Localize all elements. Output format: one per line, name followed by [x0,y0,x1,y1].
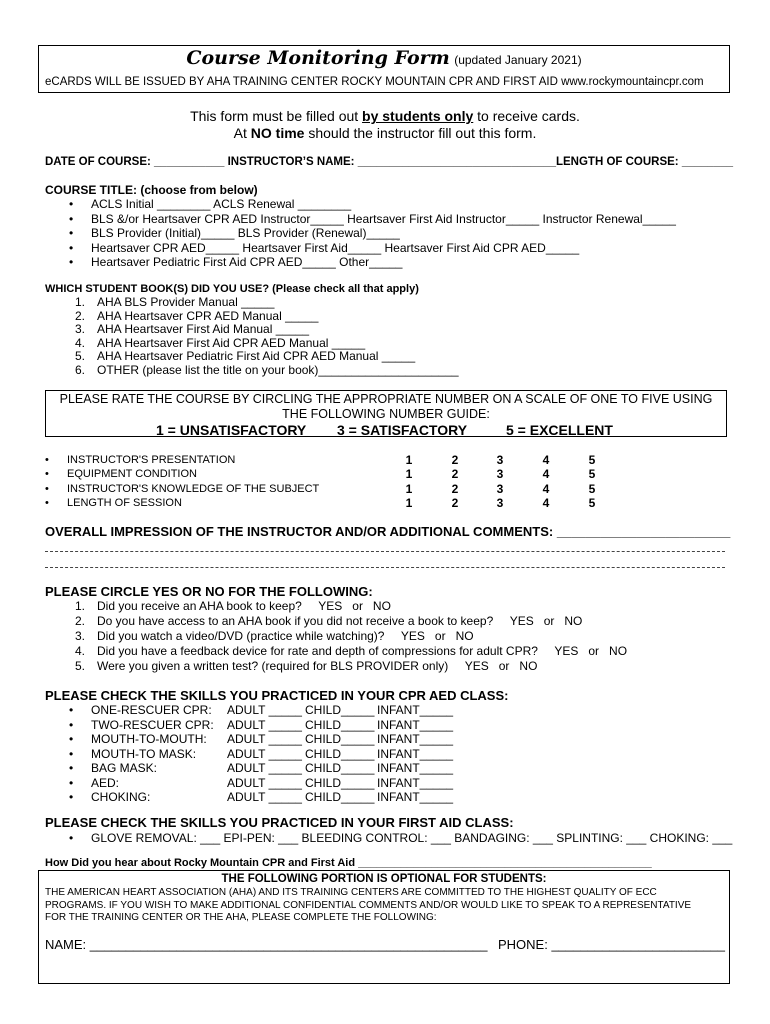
rating-number[interactable]: 1 [405,467,413,482]
rating-number[interactable]: 3 [496,495,504,510]
rating-number[interactable]: 2 [451,495,459,510]
rating-number[interactable]: 1 [405,481,413,496]
infant-checkbox[interactable]: INFANT_____ [377,732,454,746]
infant-checkbox[interactable]: INFANT_____ [377,790,454,804]
course-option[interactable]: • BLS Provider (Initial)_____ BLS Provider (Renewal)_____ [91,226,676,241]
yes-no-question[interactable]: 4. Did you have a feedback device for rate and depth of compressions for adult CPR? YES or NO [75,644,628,658]
optional-text-line: FOR THE TRAINING CENTER OR THE AHA, PLEASE COMPLETE THE FOLLOWING: [45,912,437,923]
form-title-text: Course Monitoring Form [186,47,450,69]
rating-items [67,453,319,510]
notice-line-2 [0,125,770,141]
phone-field[interactable]: PHONE: ________________________ [498,937,725,952]
bullet: • [69,717,74,732]
how-did-you-hear-line[interactable]: How Did you hear about Rocky Mountain CPR and First Aid ________________________________________________ [45,857,652,869]
book-option[interactable]: 6. OTHER (please list the title on your book)_____________________ [75,362,459,377]
child-checkbox[interactable]: CHILD_____ [305,790,375,804]
rating-number[interactable]: 2 [451,481,459,496]
rating-number[interactable]: 1 [405,453,413,467]
child-checkbox[interactable]: CHILD_____ [305,717,375,732]
infant-checkbox[interactable]: INFANT_____ [377,775,454,790]
first-aid-skills-heading: PLEASE CHECK THE SKILLS YOU PRACTICED IN YOUR FIRST AID CLASS: [45,815,514,830]
rating-number[interactable]: 4 [542,481,550,496]
notice-emphasis: by students only [362,108,474,124]
cpr-skills-heading: PLEASE CHECK THE SKILLS YOU PRACTICED IN YOUR CPR AED CLASS: [45,688,509,703]
bullet: • [69,746,74,761]
rating-number[interactable]: 5 [588,467,596,482]
child-checkbox[interactable]: CHILD_____ [305,761,375,775]
scale-satisfactory: 3 = SATISFACTORY [337,422,468,438]
first-aid-skills-options[interactable]: • GLOVE REMOVAL: ___ EPI-PEN: ___ BLEEDING CONTROL: ___ BANDAGING: ___ SPLINTING: ___ CHOKING: ___ [91,831,732,845]
bullet: • [69,703,74,717]
rating-number[interactable]: 4 [542,495,550,510]
cpr-skill-label: MOUTH-TO MASK: [91,746,197,761]
notice-emphasis: NO time [250,125,305,141]
adult-checkbox[interactable]: ADULT _____ [227,775,302,790]
rating-item: • INSTRUCTOR'S PRESENTATION [67,453,319,467]
child-checkbox[interactable]: CHILD_____ [305,775,375,790]
infant-checkbox[interactable]: INFANT_____ [377,746,454,761]
yes-no-heading: PLEASE CIRCLE YES OR NO FOR THE FOLLOWING: [45,584,373,599]
yes-no-questions [75,599,627,674]
notice-text: should the instructor fill out this form. [304,125,537,141]
rating-number[interactable]: 4 [542,453,550,467]
yes-no-question[interactable]: 5. Were you given a written test? (required for BLS PROVIDER only) YES or NO [75,659,538,673]
adult-checkbox[interactable]: ADULT _____ [227,746,302,761]
book-option[interactable]: 1. AHA BLS Provider Manual _____ [75,295,275,309]
rating-item: • INSTRUCTOR'S KNOWLEDGE OF THE SUBJECT [67,482,319,496]
bullet: • [69,761,74,775]
rating-number[interactable]: 3 [496,481,504,496]
header-box [38,45,730,93]
ecards-notice: eCARDS WILL BE ISSUED BY AHA TRAINING CENTER ROCKY MOUNTAIN CPR AND FIRST AID www.rockymountaincpr.com [45,76,704,88]
optional-text-line: THE AMERICAN HEART ASSOCIATION (AHA) AND ITS TRAINING CENTERS ARE COMMITTED TO THE HIGHEST QUALITY OF ECC [45,887,657,898]
child-checkbox[interactable]: CHILD_____ [305,746,375,761]
yes-no-question[interactable]: 1. Did you receive an AHA book to keep? YES or NO [75,599,391,613]
bullet: • [69,790,74,804]
child-checkbox[interactable]: CHILD_____ [305,732,375,746]
bullet: • [69,732,74,746]
cpr-skill-label: TWO-RESCUER CPR: [91,717,214,732]
course-option[interactable]: • ACLS Initial ________ ACLS Renewal ________ [91,197,676,212]
yes-no-question[interactable]: 3. Did you watch a video/DVD (practice while watching)? YES or NO [75,629,474,643]
books-list [75,296,459,377]
form-title [39,47,729,69]
rating-instruction-1: PLEASE RATE THE COURSE BY CIRCLING THE APPROPRIATE NUMBER ON A SCALE OF ONE TO FIVE USING [59,392,713,406]
rating-number[interactable]: 1 [405,495,413,510]
rating-item: • LENGTH OF SESSION [67,496,319,510]
first-aid-skills-list [91,831,732,845]
course-option[interactable]: • Heartsaver Pediatric First Aid CPR AED_____ Other_____ [91,255,676,270]
adult-checkbox[interactable]: ADULT _____ [227,732,302,746]
cpr-skill-label: ONE-RESCUER CPR: [91,703,212,717]
comment-line[interactable] [45,567,725,568]
rating-number[interactable]: 5 [588,481,596,496]
scale-excellent: 5 = EXCELLENT [506,422,613,438]
notice-text: to receive cards. [473,108,580,124]
notice-text: This form must be filled out [190,108,363,124]
rating-number[interactable]: 2 [451,467,459,482]
rating-number[interactable]: 5 [588,495,596,510]
course-option[interactable]: • BLS &/or Heartsaver CPR AED Instructor_____ Heartsaver First Aid Instructor_____ Instructor Renewal_____ [91,212,676,227]
rating-instruction-2: THE FOLLOWING NUMBER GUIDE: [282,407,490,421]
notice-line-1 [0,108,770,124]
adult-checkbox[interactable]: ADULT _____ [227,790,302,804]
optional-text-line: PROGRAMS. IF YOU WISH TO MAKE ADDITIONAL CONFIDENTIAL COMMENTS AND/OR WOULD LIKE TO SPEAK TO A REPRESENTATIVE [45,899,692,911]
comment-line[interactable] [45,551,725,552]
bullet: • [69,775,74,790]
rating-number[interactable]: 2 [451,453,459,467]
rating-item: • EQUIPMENT CONDITION [67,467,319,481]
adult-checkbox[interactable]: ADULT _____ [227,703,302,717]
cpr-skill-label: BAG MASK: [91,761,158,775]
rating-instructions-box [45,390,727,437]
book-option[interactable]: 4. AHA Heartsaver First Aid CPR AED Manual _____ [75,335,366,350]
child-checkbox[interactable]: CHILD_____ [305,703,375,717]
rating-number[interactable]: 5 [588,453,596,467]
date-instructor-length-line[interactable]: DATE OF COURSE: ___________ INSTRUCTOR’S NAME: _______________________________LENGTH OF COURSE: ________ [45,156,734,168]
yes-no-question[interactable]: 2. Do you have access to an AHA book if you did not receive a book to keep? YES or NO [75,614,583,628]
cpr-skill-label: MOUTH-TO-MOUTH: [91,732,207,746]
adult-checkbox[interactable]: ADULT _____ [227,761,302,775]
course-option[interactable]: • Heartsaver CPR AED_____ Heartsaver First Aid_____ Heartsaver First Aid CPR AED_____ [91,241,676,256]
overall-impression-heading[interactable]: OVERALL IMPRESSION OF THE INSTRUCTOR AND/OR ADDITIONAL COMMENTS: ________________________ [45,524,731,539]
name-field[interactable]: NAME: _______________________________________________________ [45,937,488,952]
book-option[interactable]: 2. AHA Heartsaver CPR AED Manual _____ [75,308,319,323]
rating-number[interactable]: 3 [496,467,504,482]
rating-number[interactable]: 4 [542,467,550,482]
course-title-list [91,197,676,270]
books-heading: WHICH STUDENT BOOK(S) DID YOU USE? (Please check all that apply) [45,283,419,295]
infant-checkbox[interactable]: INFANT_____ [377,761,454,775]
infant-checkbox[interactable]: INFANT_____ [377,703,454,717]
book-option[interactable]: 5. AHA Heartsaver Pediatric First Aid CPR AED Manual _____ [75,349,416,363]
adult-checkbox[interactable]: ADULT _____ [227,717,302,732]
cpr-skill-label: CHOKING: [91,790,151,804]
optional-section-box [38,870,730,984]
cpr-skill-label: AED: [91,775,120,790]
notice-text: At [233,125,251,141]
updated-date: (updated January 2021) [454,53,582,67]
scale-unsatisfactory: 1 = UNSATISFACTORY [156,422,307,438]
infant-checkbox[interactable]: INFANT_____ [377,717,454,732]
optional-text [45,887,691,925]
optional-heading: THE FOLLOWING PORTION IS OPTIONAL FOR STUDENTS: [221,873,547,885]
rating-number[interactable]: 3 [496,453,504,467]
course-title-heading: COURSE TITLE: (choose from below) [45,183,258,197]
book-option[interactable]: 3. AHA Heartsaver First Aid Manual _____ [75,322,310,336]
